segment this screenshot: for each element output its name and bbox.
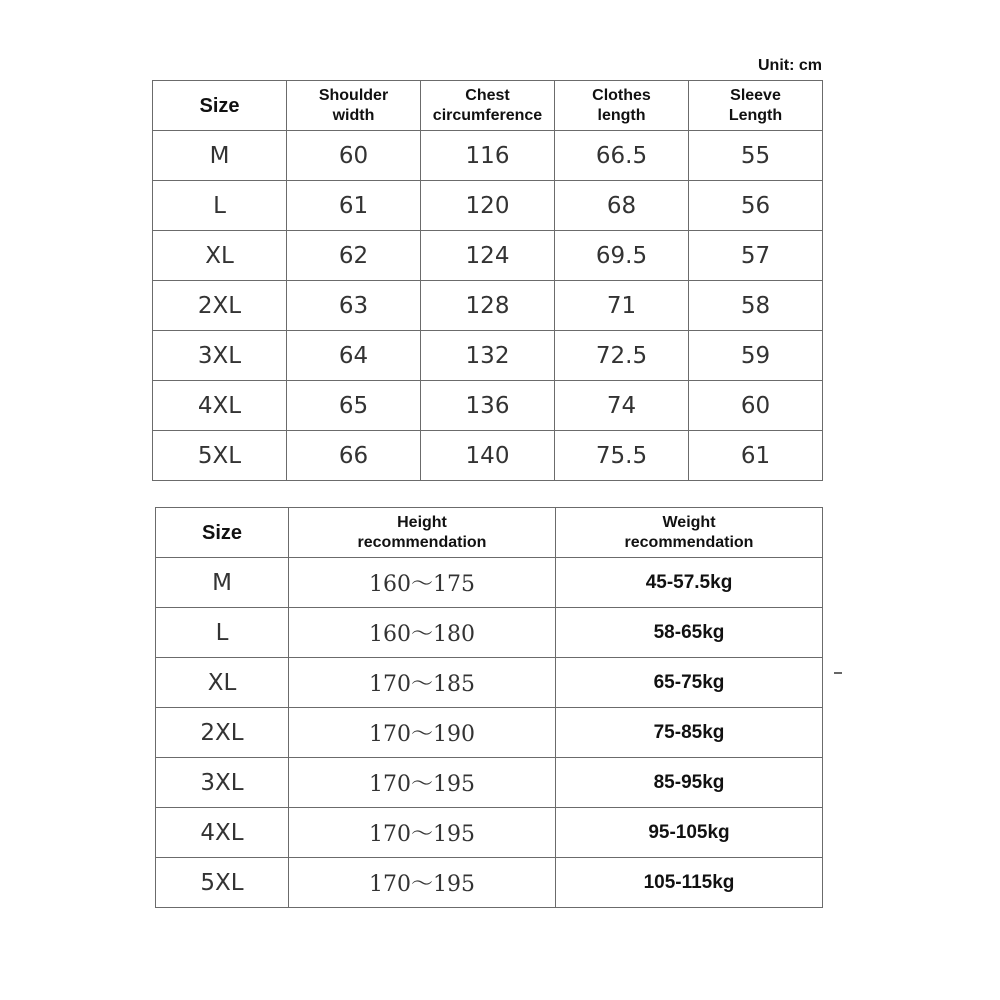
cell-size: 3XL: [153, 331, 287, 381]
table-row: [153, 231, 823, 281]
header-chest-circumference: [421, 81, 555, 131]
cell-height: 170～195: [289, 758, 556, 808]
header-size-text: Size: [199, 94, 240, 117]
cell-weight: 45-57.5kg: [556, 558, 823, 608]
table-row: [156, 758, 823, 808]
cell-size: L: [153, 181, 287, 231]
cell-height: 170～195: [289, 808, 556, 858]
cell-height: 170～185: [289, 658, 556, 708]
stray-dash-mark: [834, 672, 842, 674]
cell-size: XL: [156, 658, 289, 708]
header-weight-recommendation: [556, 508, 823, 558]
cell-clothes-length: 75.5: [555, 431, 689, 481]
recommendation-header-row: [156, 508, 823, 558]
table-row: [153, 381, 823, 431]
table-row: [156, 608, 823, 658]
cell-chest: 132: [421, 331, 555, 381]
cell-weight: 65-75kg: [556, 658, 823, 708]
header-line: Length: [728, 106, 783, 124]
cell-shoulder-width: 62: [287, 231, 421, 281]
table-row: [153, 131, 823, 181]
cell-height: 170～195: [289, 858, 556, 908]
cell-shoulder-width: 64: [287, 331, 421, 381]
header-line: Weight: [662, 513, 716, 531]
header-line: Height: [397, 513, 447, 531]
cell-clothes-length: 74: [555, 381, 689, 431]
cell-shoulder-width: 61: [287, 181, 421, 231]
table-row: [153, 181, 823, 231]
table-row: [156, 808, 823, 858]
cell-chest: 128: [421, 281, 555, 331]
cell-weight: 85-95kg: [556, 758, 823, 808]
table-row: [153, 281, 823, 331]
cell-chest: 140: [421, 431, 555, 481]
cell-sleeve-length: 59: [689, 331, 823, 381]
header-line: length: [597, 106, 646, 124]
header-line: recommendation: [624, 533, 754, 551]
header-sleeve-length: [689, 81, 823, 131]
cell-chest: 120: [421, 181, 555, 231]
cell-weight: 58-65kg: [556, 608, 823, 658]
header-clothes-length: [555, 81, 689, 131]
cell-sleeve-length: 58: [689, 281, 823, 331]
cell-sleeve-length: 57: [689, 231, 823, 281]
cell-height: 170～190: [289, 708, 556, 758]
cell-size: 5XL: [153, 431, 287, 481]
cell-size: XL: [153, 231, 287, 281]
cell-height: 160～180: [289, 608, 556, 658]
cell-sleeve-length: 56: [689, 181, 823, 231]
cell-size: 4XL: [156, 808, 289, 858]
recommendation-table: [155, 507, 823, 908]
header-line: Sleeve: [730, 86, 781, 104]
header-height-recommendation: [289, 508, 556, 558]
header-line: width: [332, 106, 375, 124]
header-size-text: Size: [201, 521, 243, 544]
cell-sleeve-length: 61: [689, 431, 823, 481]
cell-size: M: [156, 558, 289, 608]
header-shoulder-width: [287, 81, 421, 131]
cell-weight: 95-105kg: [556, 808, 823, 858]
table-row: [156, 558, 823, 608]
header-size: [153, 81, 287, 131]
table-row: [156, 658, 823, 708]
cell-sleeve-length: 55: [689, 131, 823, 181]
cell-size: L: [156, 608, 289, 658]
cell-size: 3XL: [156, 758, 289, 808]
measurement-header-row: [153, 81, 823, 131]
cell-size: 2XL: [156, 708, 289, 758]
cell-size: 4XL: [153, 381, 287, 431]
cell-chest: 124: [421, 231, 555, 281]
cell-height: 160～175: [289, 558, 556, 608]
cell-clothes-length: 72.5: [555, 331, 689, 381]
cell-weight: 75-85kg: [556, 708, 823, 758]
table-row: [156, 708, 823, 758]
unit-label: Unit: cm: [758, 57, 822, 74]
cell-shoulder-width: 66: [287, 431, 421, 481]
header-line: circumference: [432, 106, 543, 124]
table-row: [153, 331, 823, 381]
cell-clothes-length: 68: [555, 181, 689, 231]
table-row: [156, 858, 823, 908]
cell-weight: 105-115kg: [556, 858, 823, 908]
header-size: [156, 508, 289, 558]
cell-size: 5XL: [156, 858, 289, 908]
cell-sleeve-length: 60: [689, 381, 823, 431]
cell-chest: 116: [421, 131, 555, 181]
header-line: Shoulder: [318, 86, 389, 104]
cell-clothes-length: 69.5: [555, 231, 689, 281]
cell-size: M: [153, 131, 287, 181]
table-row: [153, 431, 823, 481]
header-line: Clothes: [592, 86, 651, 104]
cell-shoulder-width: 65: [287, 381, 421, 431]
cell-shoulder-width: 60: [287, 131, 421, 181]
cell-clothes-length: 71: [555, 281, 689, 331]
cell-shoulder-width: 63: [287, 281, 421, 331]
cell-clothes-length: 66.5: [555, 131, 689, 181]
cell-size: 2XL: [153, 281, 287, 331]
header-line: Chest: [465, 86, 510, 104]
measurement-table: [152, 80, 823, 481]
header-line: recommendation: [357, 533, 487, 551]
cell-chest: 136: [421, 381, 555, 431]
